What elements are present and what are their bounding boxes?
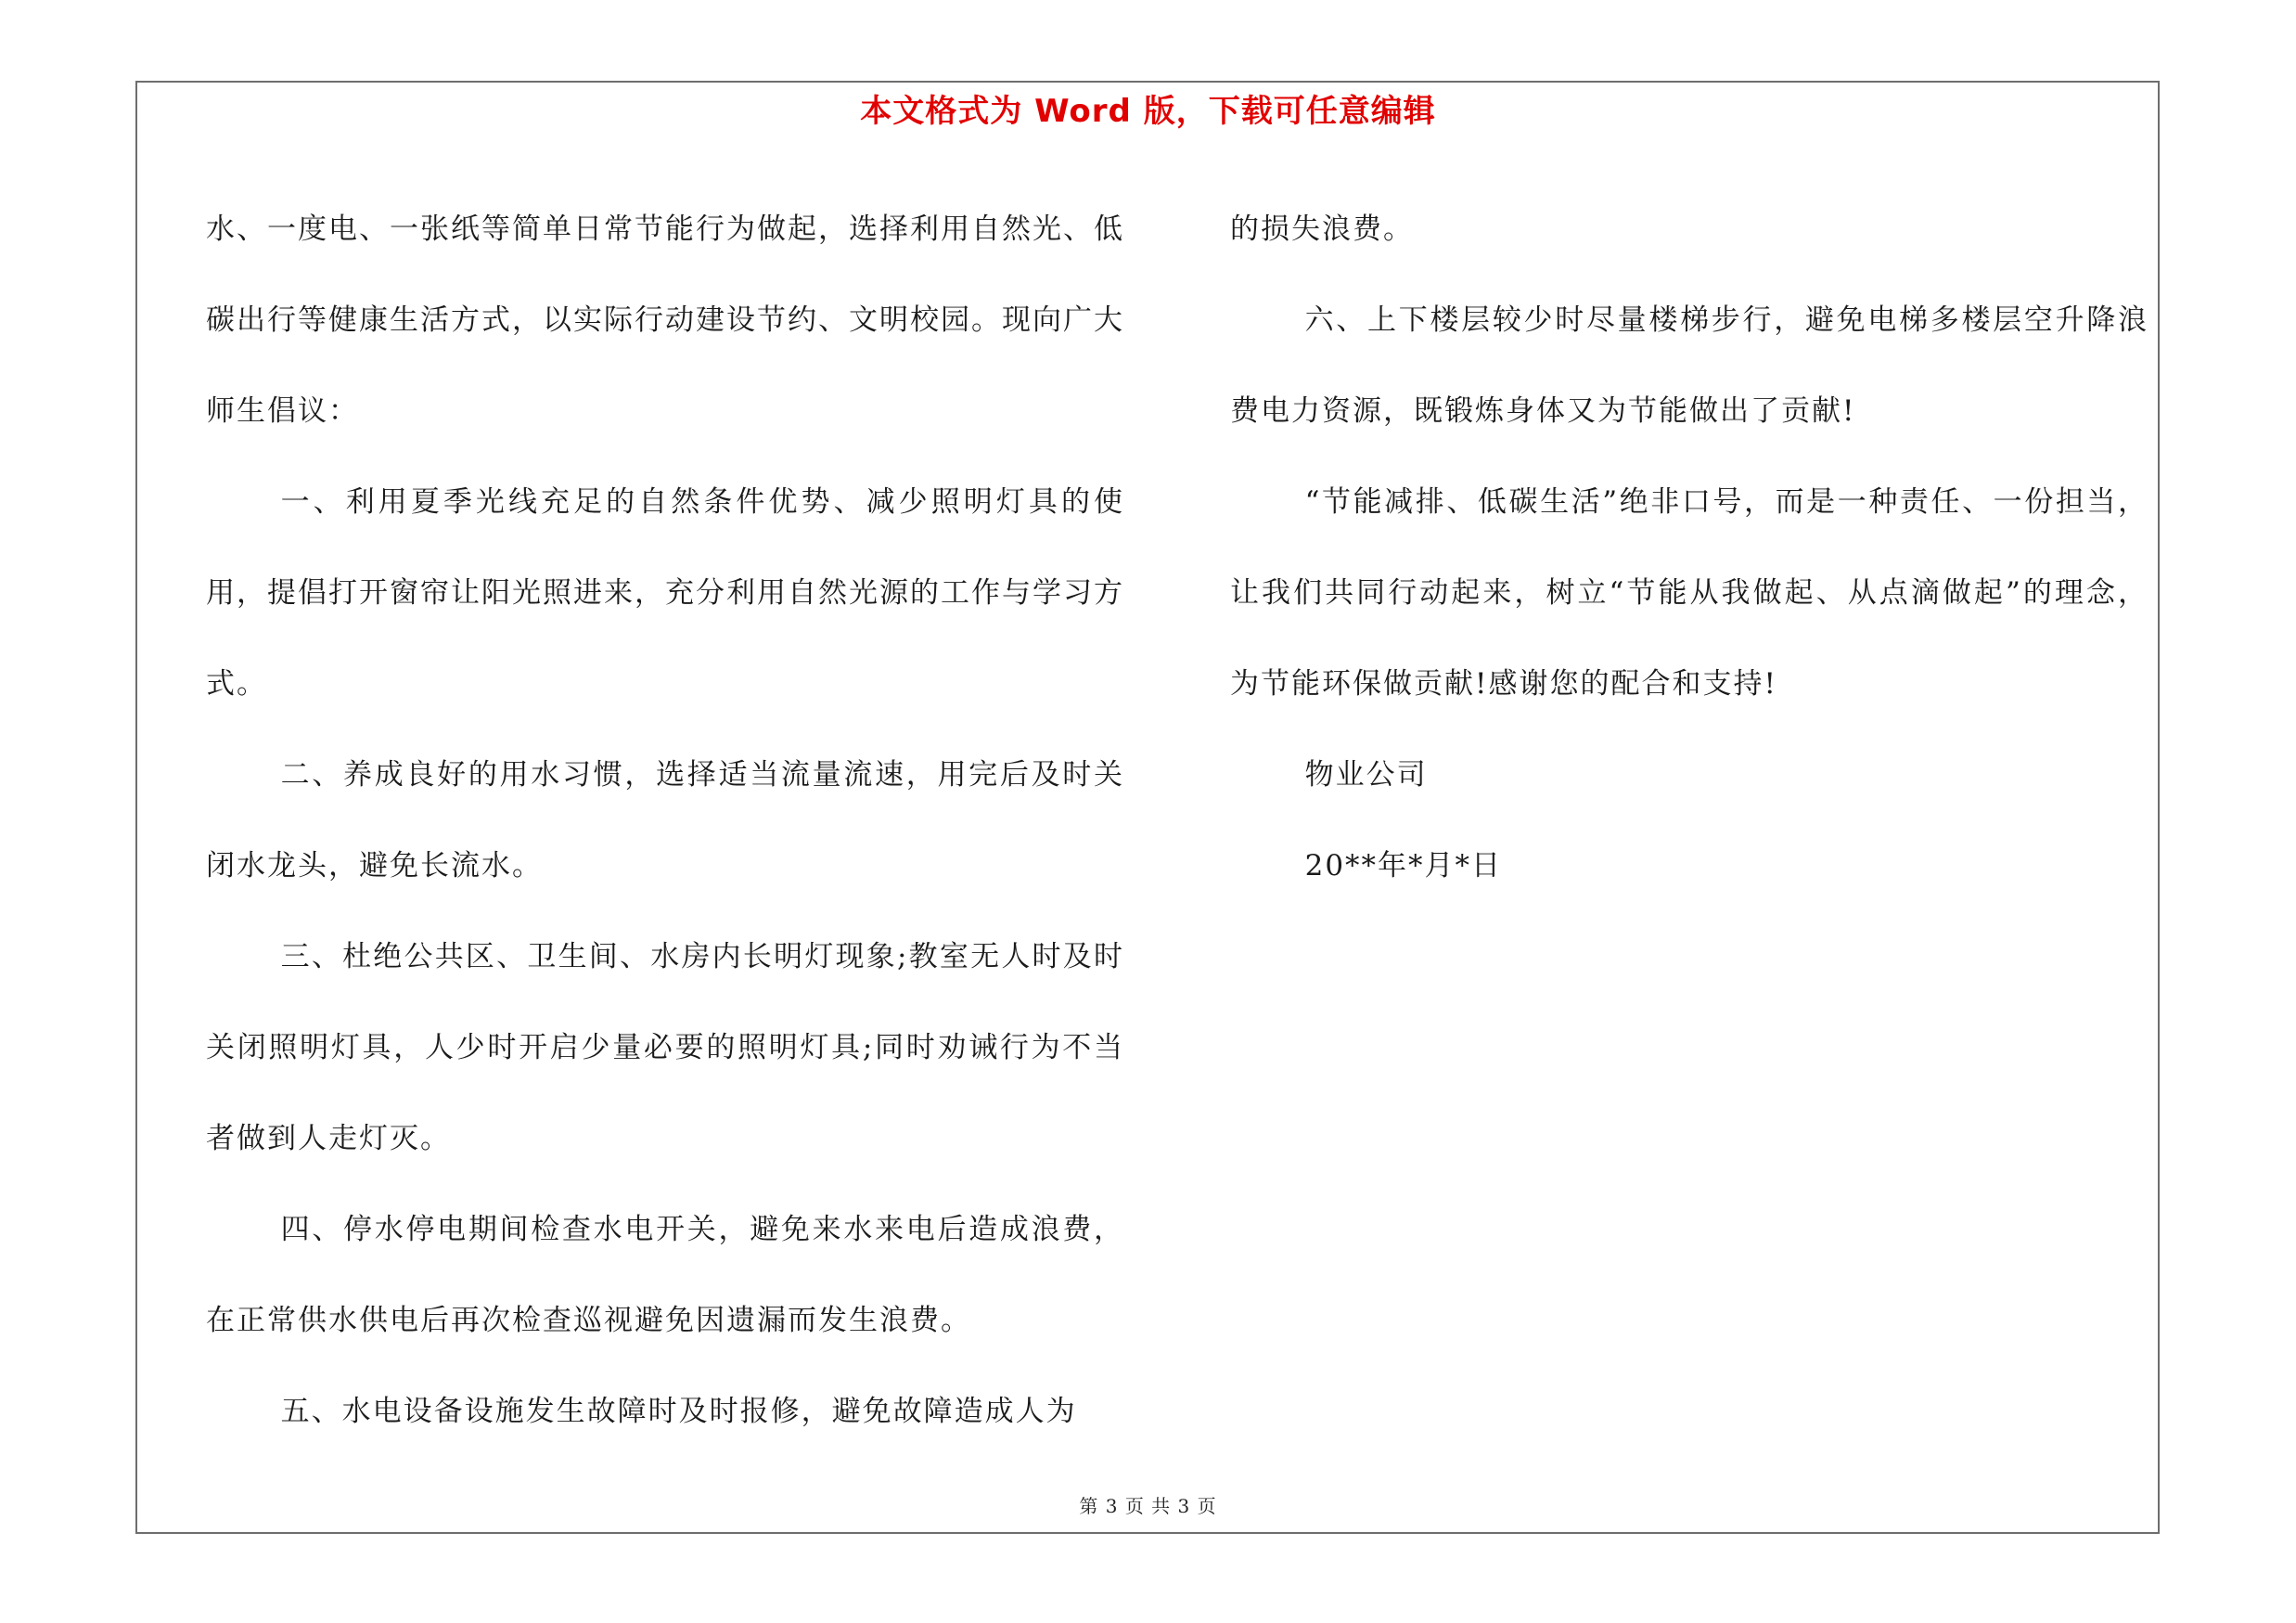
paragraph-proposal-4: 四、停水停电期间检查水电开关，避免来水来电后造成浪费，在正常供水供电后再次检查巡视避免因遗漏而发生浪费。 — [206, 1213, 1124, 1337]
page-number-footer: 第 3 页 共 3 页 — [1079, 1495, 1217, 1517]
paragraph-proposal-6: 六、上下楼层较少时尽量楼梯步行，避免电梯多楼层空升降浪费电力资源，既锻炼身体又为节能做出了贡献! — [1230, 303, 2148, 428]
signature-organization: 物业公司 — [1304, 758, 1428, 792]
right-text-column — [1230, 184, 2148, 911]
paragraph-closing: “节能减排、低碳生活”绝非口号，而是一种责任、一份担当，让我们共同行动起来，树立“节能从我做起、从点滴做起”的理念，为节能环保做贡献!感谢您的配合和支持! — [1230, 485, 2148, 701]
left-text-column — [206, 184, 1124, 1457]
paragraph-intro-continued: 水、一度电、一张纸等简单日常节能行为做起，选择利用自然光、低碳出行等健康生活方式，以实际行动建设节约、文明校园。现向广大师生倡议： — [206, 213, 1124, 428]
paragraph-proposal-5: 五、水电设备设施发生故障时及时报修，避免故障造成人为 — [280, 1395, 1077, 1428]
paragraph-proposal-3: 三、杜绝公共区、卫生间、水房内长明灯现象;教室无人时及时关闭照明灯具，人少时开启少量必要的照明灯具;同时劝诫行为不当者做到人走灯灭。 — [206, 940, 1124, 1155]
signature-date: 20**年*月*日 — [1304, 849, 1503, 882]
paragraph-proposal-1: 一、利用夏季光线充足的自然条件优势、减少照明灯具的使用，提倡打开窗帘让阳光照进来，充分利用自然光源的工作与学习方式。 — [206, 485, 1124, 701]
paragraph-proposal-2: 二、养成良好的用水习惯，选择适当流量流速，用完后及时关闭水龙头，避免长流水。 — [206, 758, 1124, 882]
paragraph-proposal-5-continued: 的损失浪费。 — [1230, 213, 1414, 246]
format-notice-banner: 本文格式为 Word 版，下载可任意编辑 — [860, 93, 1436, 130]
